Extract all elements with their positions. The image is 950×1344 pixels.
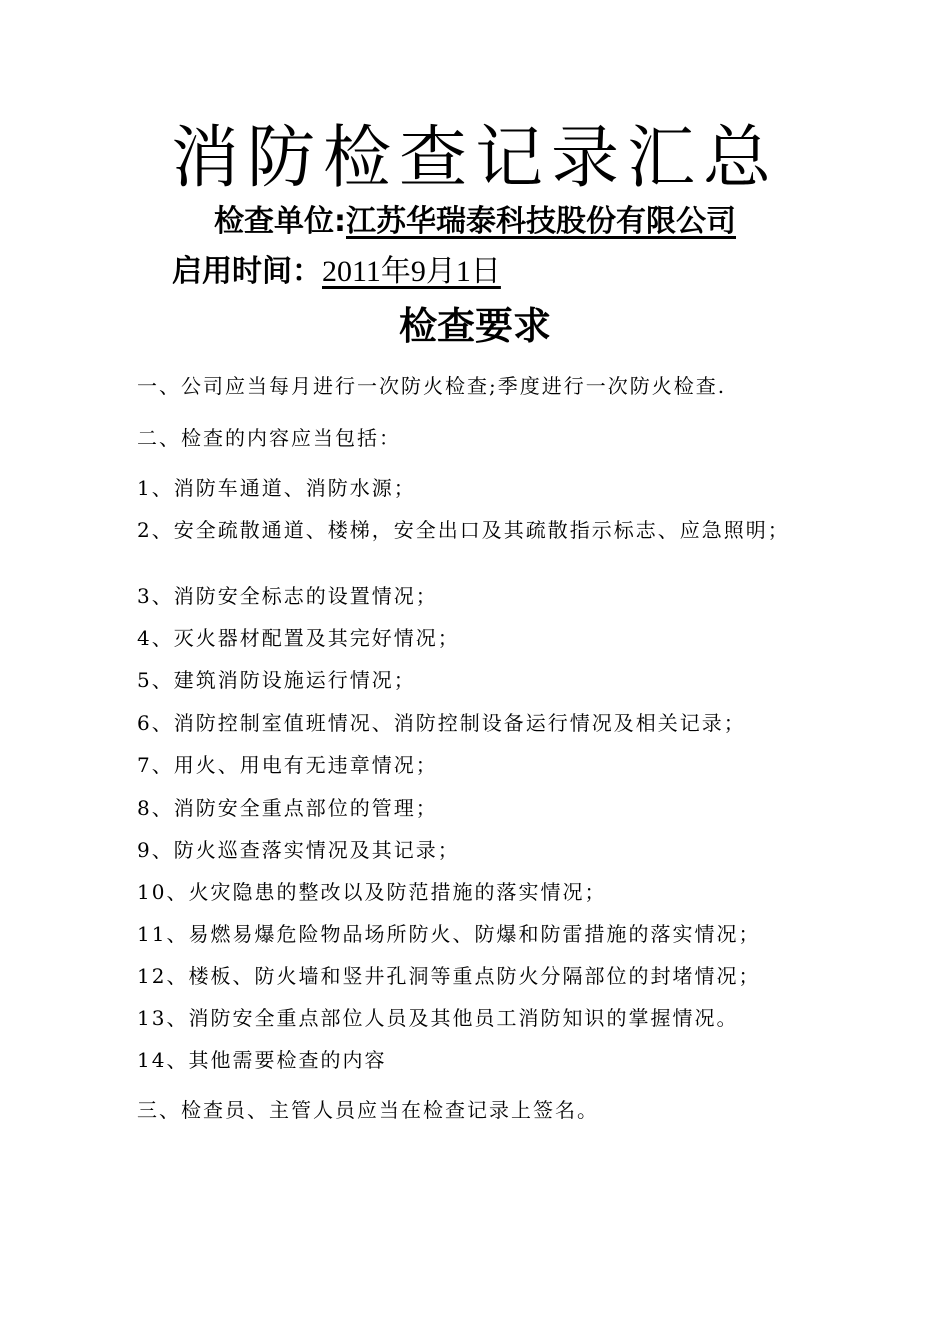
inspection-unit-label: 检查单位: <box>214 204 346 239</box>
requirement-item: 7、用火、用电有无违章情况； <box>137 753 438 777</box>
requirement-item: 14、其他需要检查的内容 <box>137 1048 387 1072</box>
requirement-item: 13、消防安全重点部位人员及其他员工消防知识的掌握情况。 <box>137 1006 739 1030</box>
requirement-item: 6、消防控制室值班情况、消防控制设备运行情况及相关记录； <box>137 711 746 735</box>
requirements-heading: 检查要求 <box>398 304 551 348</box>
requirement-item: 8、消防安全重点部位的管理； <box>137 796 438 820</box>
requirement-item: 1、消防车通道、消防水源； <box>137 476 416 500</box>
document-title: 消防检查记录汇总 <box>170 119 779 198</box>
inspection-unit-name: 江苏华瑞泰科技股份有限公司 <box>346 204 736 239</box>
requirement-item: 三、检查员、主管人员应当在检查记录上签名。 <box>137 1098 599 1122</box>
requirement-item: 一、公司应当每月进行一次防火检查;季度进行一次防火检查. <box>137 374 727 398</box>
requirement-item: 二、检查的内容应当包括： <box>137 426 401 450</box>
requirement-item: 4、灭火器材配置及其完好情况； <box>137 626 460 650</box>
requirement-item: 2、安全疏散通道、楼梯，安全出口及其疏散指示标志、应急照明； <box>137 518 790 542</box>
requirement-item: 5、建筑消防设施运行情况； <box>137 668 416 692</box>
requirement-item: 3、消防安全标志的设置情况； <box>137 584 438 608</box>
start-date-value: 2011年9月1日 <box>322 255 501 288</box>
inspection-unit <box>0 202 950 241</box>
requirement-item: 9、防火巡查落实情况及其记录； <box>137 838 460 862</box>
start-date-line <box>172 252 501 291</box>
requirement-item: 10、火灾隐患的整改以及防范措施的落实情况； <box>137 880 607 904</box>
start-date-label: 启用时间： <box>172 254 322 289</box>
requirement-item: 11、易燃易爆危险物品场所防火、防爆和防雷措施的落实情况； <box>137 922 761 946</box>
requirement-item: 12、楼板、防火墙和竖井孔洞等重点防火分隔部位的封堵情况； <box>137 964 761 988</box>
